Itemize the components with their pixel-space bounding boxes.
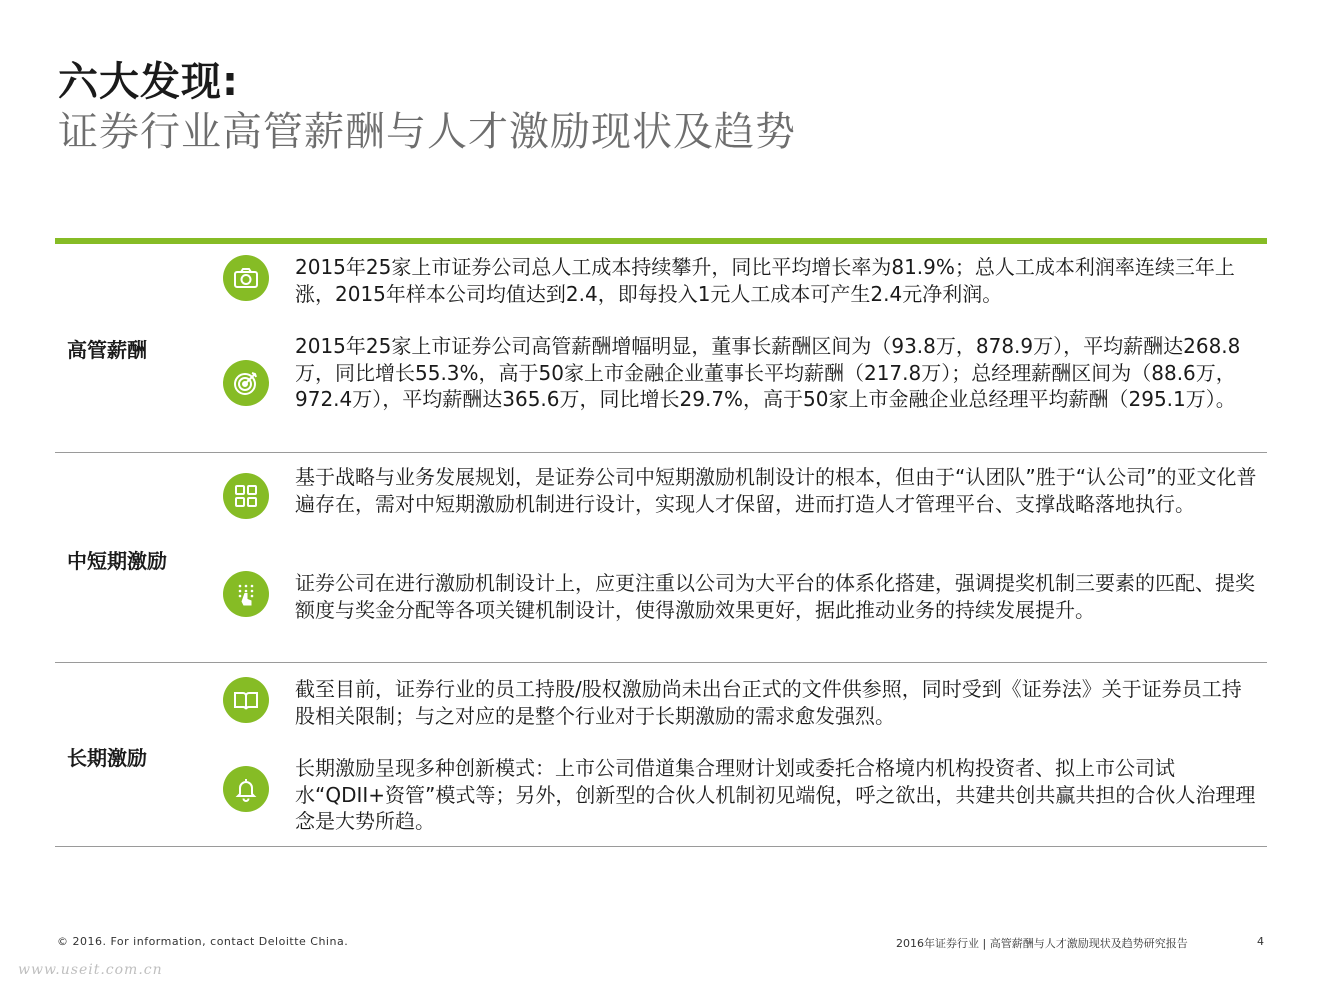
book-icon	[223, 677, 269, 723]
touch-icon	[223, 571, 269, 617]
paragraph: 2015年25家上市证券公司总人工成本持续攀升，同比平均增长率为81.9%；总人工成本利润率连续三年上涨，2015年样本公司均值达到2.4，即每投入1元人工成本可产生2.4元净利润。	[295, 255, 1235, 306]
paragraph: 证券公司在进行激励机制设计上，应更注重以公司为大平台的体系化搭建，强调提奖机制三要素的匹配、提奖额度与奖金分配等各项关键机制设计，使得激励效果更好，据此推动业务的持续发展提升。	[295, 571, 1255, 622]
section-executive-pay	[55, 244, 1267, 453]
paragraph: 截至目前，证券行业的员工持股/股权激励尚未出台正式的文件供参照，同时受到《证券法》关于证券员工持股相关限制；与之对应的是整个行业对于长期激励的需求愈发强烈。	[295, 677, 1242, 728]
footer-copyright: © 2016. For information, contact Deloitte China.	[57, 935, 349, 948]
page-subtitle: 证券行业高管薪酬与人才激励现状及趋势	[58, 109, 796, 155]
page-number: 4	[1257, 935, 1264, 948]
section-long-term-incentive	[55, 663, 1267, 847]
watermark: www.useit.com.cn	[18, 962, 163, 978]
paragraph: 2015年25家上市证券公司高管薪酬增幅明显，董事长薪酬区间为（93.8万，878.9万），平均薪酬达268.8万，同比增长55.3%，高于50家上市金融企业董事长平均薪酬（217.8万）；总经理薪酬区间为（88.6万，972.4万），平均薪酬达365.6万，同比增长29.7%，高于50家上市金融企业总经理平均薪酬（295.1万）。	[295, 334, 1241, 411]
section-label: 长期激励	[67, 746, 147, 770]
camera-icon	[223, 255, 269, 301]
paragraph: 基于战略与业务发展规划，是证券公司中短期激励机制设计的根本，但由于“认团队”胜于“认公司”的亚文化普遍存在，需对中短期激励机制进行设计，实现人才保留，进而打造人才管理平台、支撑战略落地执行。	[295, 465, 1257, 516]
section-label: 高管薪酬	[67, 338, 147, 362]
paragraph: 长期激励呈现多种创新模式：上市公司借道集合理财计划或委托合格境内机构投资者、拟上市公司试水“QDII+资管”模式等；另外，创新型的合伙人机制初见端倪，呼之欲出，共建共创共赢共担的合伙人治理理念是大势所趋。	[295, 756, 1256, 833]
target-icon	[223, 360, 269, 406]
page-title: 六大发现:	[58, 59, 239, 105]
section-short-mid-incentive	[55, 453, 1267, 663]
grid-icon	[223, 473, 269, 519]
bell-icon	[223, 766, 269, 812]
footer-report-title: 2016年证券行业 | 高管薪酬与人才激励现状及趋势研究报告	[896, 937, 1188, 950]
section-label: 中短期激励	[67, 549, 167, 573]
